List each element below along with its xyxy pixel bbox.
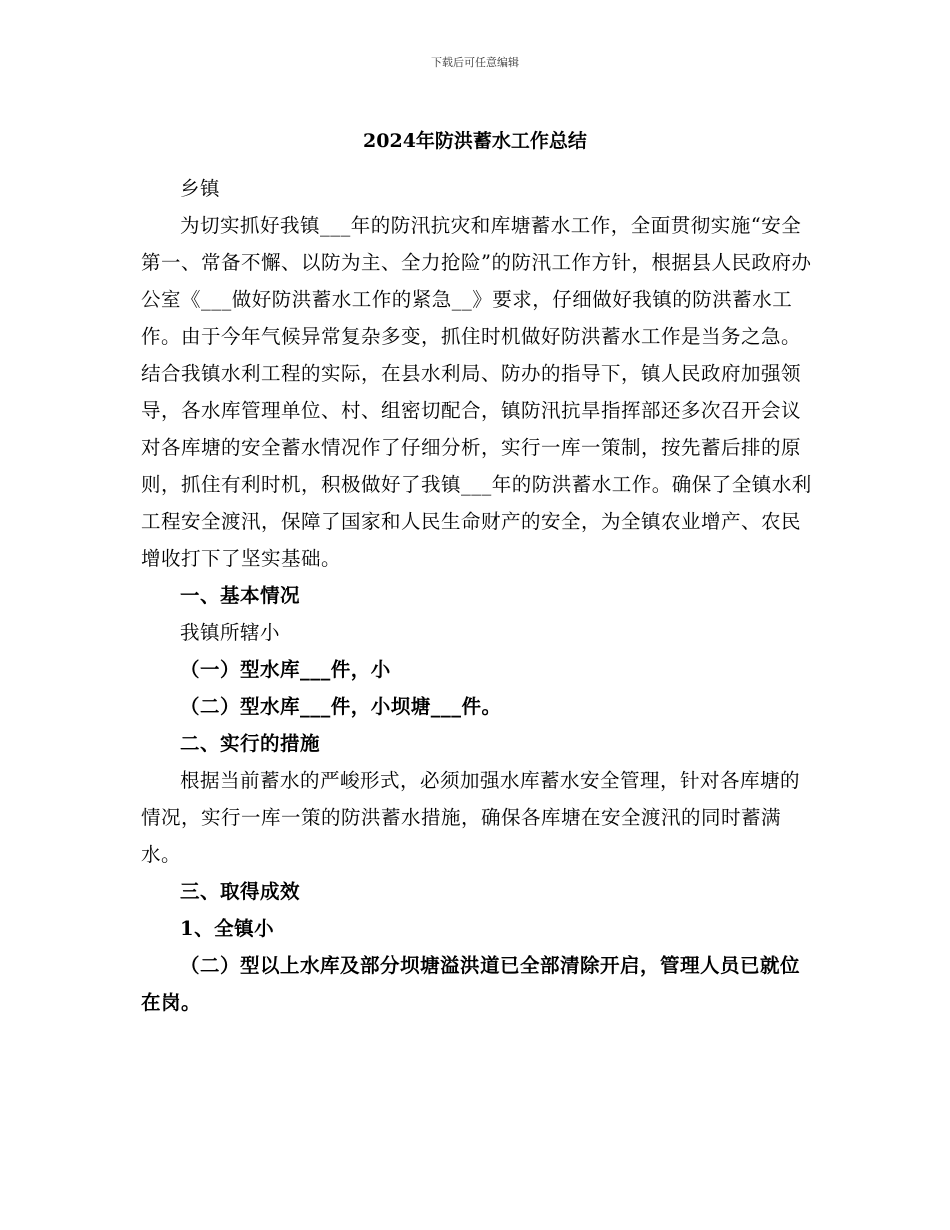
- paragraph-basic-2: （一）型水库___件，小: [180, 658, 391, 681]
- paragraph-intro: 为切实抓好我镇___年的防汛抗灾和库塘蓄水工作，全面贯彻实施“安全第一、常备不懈、以防为主、全力抢险”的防汛工作方针，根据县人民政府办公室《___做好防洪蓄水工作的紧急__》要求，仔细做好我镇的防洪蓄水工作。由于今年气候异常复杂多变，抓住时机做好防洪蓄水工作是当务之急。结合我镇水利工程的实际，在县水利局、防办的指导下，镇人民政府加强领导，各水库管理单位、村、组密切配合，镇防汛抗旱指挥部还多次召开会议对各库塘的安全蓄水情况作了仔细分析，实行一库一策制，按先蓄后排的原则，抓住有利时机，积极做好了我镇___年的防洪蓄水工作。确保了全镇水利工程安全渡汛，保障了国家和人民生命财产的安全，为全镇农业增产、农民增收打下了坚实基础。: [141, 214, 812, 570]
- section-heading-results: 三、取得成效: [180, 880, 301, 903]
- paragraph-measures: 根据当前蓄水的严峻形式，必须加强水库蓄水安全管理，针对各库塘的情况，实行一库一策的防洪蓄水措施，确保各库塘在安全渡汛的同时蓄满水。: [141, 769, 801, 866]
- paragraph-results-1: 1、全镇小: [180, 917, 275, 940]
- paragraph-basic-3: （二）型水库___件，小坝塘___件。: [180, 695, 502, 718]
- section-heading-basic: 一、基本情况: [180, 584, 301, 607]
- document-title: 2024年防洪蓄水工作总结: [363, 130, 587, 152]
- section-heading-measures: 二、实行的措施: [180, 732, 321, 755]
- paragraph-basic-1: 我镇所辖小: [180, 621, 281, 644]
- document-body: [141, 170, 813, 1021]
- paragraph-township: 乡镇: [180, 177, 221, 200]
- paragraph-results-2: （二）型以上水库及部分坝塘溢洪道已全部清除开启，管理人员已就位在岗。: [141, 954, 801, 1014]
- page-header-note: 下载后可任意编辑: [431, 56, 519, 69]
